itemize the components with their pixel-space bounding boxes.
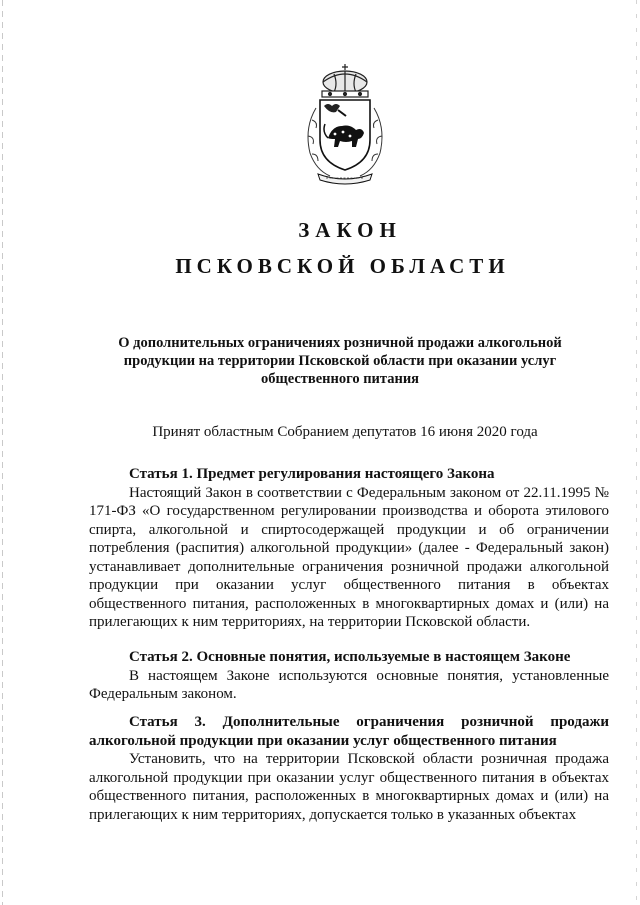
article-3	[89, 713, 609, 824]
article-text: Настоящий Закон в соответствии с Федеральным законом от 22.11.1995 № 171-ФЗ «О государственном регулировании производства и оборота этилового спирта, алкогольной и спиртосодержащей продукции и об ограничении потребления (распития) алкогольной продукции» (далее - Федеральный закон) устанавливает дополнительные ограничения розничной продажи алкогольной продукции при оказании услуг общественного питания в объектах общественного питания, расположенных в многоквартирных домах и (или) на прилегающих к ним территориях, на территории Псковской области.	[89, 484, 609, 630]
article-heading: Статья 3. Дополнительные ограничения розничной продажи алкогольной продукции при оказании услуг общественного питания	[89, 714, 609, 749]
article-2	[89, 648, 609, 704]
law-subject: О дополнительных ограничениях розничной продажи алкогольной продукции на территории Псковской области при оказании услуг общественного питания	[118, 335, 562, 387]
pskov-coat-of-arms-icon	[300, 58, 390, 186]
article-text: Установить, что на территории Псковской области розничная продажа алкогольной продукции при оказании услуг общественного питания в объектах общественного питания, расположенных в многоквартирных домах и (или) на прилегающих к ним территориях, допускается только в указанных объектах	[89, 751, 609, 823]
article-heading: Статья 2. Основные понятия, используемые в настоящем Законе	[129, 649, 571, 665]
article-heading: Статья 1. Предмет регулирования настоящего Закона	[129, 466, 495, 482]
scan-edge	[636, 0, 637, 905]
article-text: В настоящем Законе используются основные понятия, установленные Федеральным законом.	[89, 667, 609, 702]
adoption-date: Принят областным Собранием депутатов 16 июня 2020 года	[152, 424, 538, 440]
law-title: ЗАКОН	[298, 218, 402, 242]
scan-edge	[2, 0, 3, 905]
region-title: ПСКОВСКОЙ ОБЛАСТИ	[175, 254, 510, 278]
article-1	[89, 465, 609, 632]
